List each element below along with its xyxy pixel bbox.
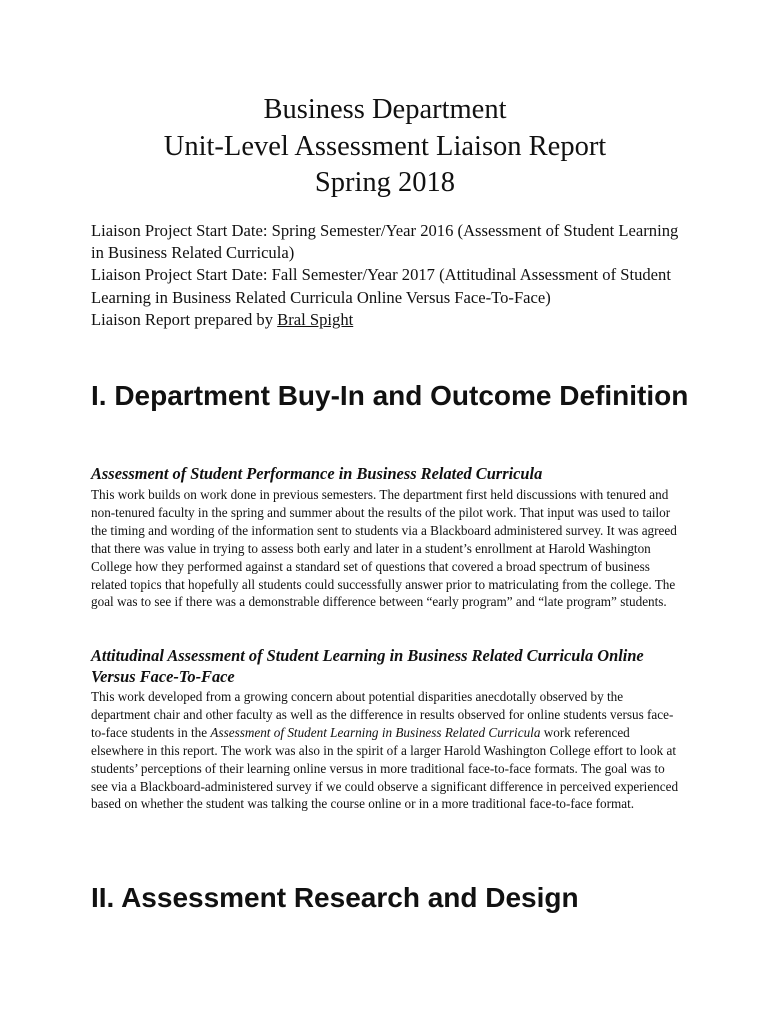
prepared-by — [91, 309, 691, 331]
paragraph-italic-reference: Assessment of Student Learning in Business Related Curricula — [210, 724, 541, 740]
paragraph-text-part2: work referenced elsewhere in this report. The work was also in the spirit of a larger Harold Washington College effort to look at students’ perceptions of their learning online versus in more traditional face-to-face formats. The goal was to see via a Blackboard-administered survey if we could observe a significant difference in perceived experienced based on whether the student was talking the course online or in a more traditional face-to-face format. — [91, 724, 679, 812]
title-line-department: Business Department — [263, 94, 507, 125]
title-line-report: Unit-Level Assessment Liaison Report — [163, 130, 607, 162]
report-meta — [91, 220, 691, 331]
project-start-date-2: Liaison Project Start Date: Fall Semester/Year 2017 (Attitudinal Assessment of Student Learning in Business Related Curricula Online Versus Face-To-Face) — [91, 265, 671, 307]
subheading-attitudinal-assessment: Attitudinal Assessment of Student Learning in Business Related Curricula Online Versus Face-To-Face — [91, 646, 644, 686]
paragraph-text-part1: This work developed from a growing concern about potential disparities anecdotally observed by the department chair and other faculty as well as the difference in results observed for online students versus face-to-face students in the — [91, 689, 674, 740]
title-line-term: Spring 2018 — [314, 167, 456, 198]
project-start-date-1: Liaison Project Start Date: Spring Semester/Year 2016 (Assessment of Student Learning in Business Related Curricula) — [91, 221, 679, 263]
section-heading-research-design: II. Assessment Research and Design — [91, 882, 579, 913]
subheading-student-performance: Assessment of Student Performance in Business Related Curricula — [91, 464, 543, 483]
paragraph-student-performance: This work builds on work done in previous semesters. The department first held discussions with tenured and non-tenured faculty in the spring and summer about the results of the pilot work. That input was used to tailor the timing and wording of the information sent to students via a Blackboard administered survey. It was agreed that there was value in trying to assess both early and later in a student’s enrollment at Harold Washington College how they performed against a standard set of questions that covered a broad spectrum of business related topics that hopefully all students could successfully answer prior to matriculating from the college. The goal was to see if there was a demonstrable difference between “early program” and “late program” students. — [91, 487, 677, 610]
paragraph-attitudinal-assessment — [91, 688, 681, 813]
author-name: Bral Spight — [277, 309, 354, 329]
prepared-by-label: Liaison Report prepared by — [91, 309, 278, 329]
section-heading-buy-in: I. Department Buy-In and Outcome Definition — [91, 380, 689, 411]
report-title — [0, 92, 770, 202]
